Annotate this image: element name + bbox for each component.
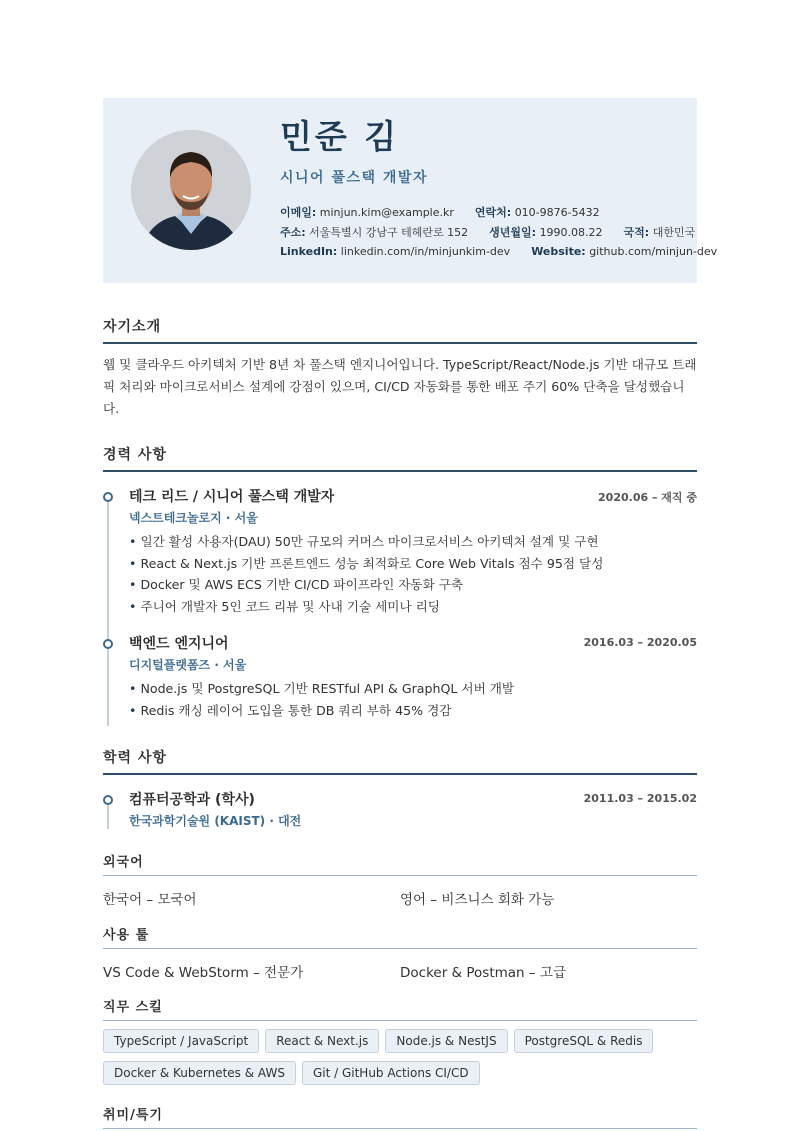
skill-chip: PostgreSQL & Redis (514, 1029, 654, 1053)
tools-list (103, 961, 697, 981)
bullet-item: • Redis 캐싱 레이어 도입을 통한 DB 쿼리 부하 45% 경감 (129, 700, 697, 722)
job-date: 2016.03 – 2020.05 (583, 636, 697, 649)
birth-label: 생년월일: (489, 226, 537, 239)
candidate-title: 시니어 풀스택 개발자 (280, 170, 428, 186)
intro-heading: 자기소개 (103, 316, 697, 344)
address-value: 서울특별시 강남구 테헤란로 152 (309, 226, 469, 239)
contact-line-1 (280, 204, 600, 220)
job-title: 백엔드 엔지니어 (129, 636, 229, 652)
education-section (103, 747, 697, 829)
languages-section (103, 851, 697, 908)
birth-value: 1990.08.22 (539, 226, 603, 239)
education-timeline (103, 789, 697, 829)
profile-header (103, 98, 718, 283)
email-value[interactable]: minjun.kim@example.kr (319, 206, 454, 219)
website-link[interactable]: github.com/minjun-dev (589, 245, 718, 258)
phone-value: 010-9876-5432 (514, 206, 600, 219)
skills-heading: 직무 스킬 (103, 996, 697, 1021)
skill-chip: TypeScript / JavaScript (103, 1029, 259, 1053)
phone-label: 연락처: (474, 206, 512, 219)
job-company: 넥스트테크놀로지 · 서울 (129, 511, 258, 525)
job-bullets (129, 678, 697, 721)
job-company: 디지털플랫폼즈 · 서울 (129, 658, 247, 672)
experience-entry (103, 486, 697, 617)
linkedin-label: LinkedIn: (280, 245, 338, 258)
bullet-item: • 일간 활성 사용자(DAU) 50만 규모의 커머스 마이크로서비스 아키텍처 설계 및 구현 (129, 531, 697, 553)
experience-heading: 경력 사항 (103, 444, 697, 472)
school-name: 한국과학기술원 (KAIST) · 대전 (129, 814, 302, 828)
job-title: 테크 리드 / 시니어 풀스택 개발자 (129, 489, 335, 505)
email-label: 이메일: (280, 206, 317, 219)
languages-list (103, 888, 697, 908)
contact-line-3 (280, 245, 717, 258)
timeline-dot (103, 639, 113, 649)
hobbies-section (103, 1104, 697, 1129)
language-item: 영어 – 비즈니스 회화 가능 (400, 892, 555, 908)
education-entry (103, 789, 697, 829)
language-item: 한국어 – 모국어 (103, 892, 197, 908)
linkedin-link[interactable]: linkedin.com/in/minjunkim-dev (340, 245, 511, 258)
bullet-item: • Node.js 및 PostgreSQL 기반 RESTful API & GraphQL 서버 개발 (129, 678, 697, 700)
languages-heading: 외국어 (103, 851, 697, 876)
bullet-item: • 주니어 개발자 5인 코드 리뷰 및 사내 기술 세미나 리딩 (129, 596, 697, 618)
education-date: 2011.03 – 2015.02 (583, 792, 697, 805)
skill-chip: Git / GitHub Actions CI/CD (302, 1061, 480, 1085)
skill-chip: Node.js & NestJS (385, 1029, 507, 1053)
hobbies-heading: 취미/특기 (103, 1104, 697, 1129)
skills-section (103, 996, 697, 1093)
contact-line-2 (280, 224, 695, 240)
nation-label: 국적: (623, 226, 650, 239)
timeline-dot (103, 492, 113, 502)
tool-item: Docker & Postman – 고급 (400, 965, 567, 981)
website-label: Website: (531, 245, 586, 258)
degree-title: 컴퓨터공학과 (학사) (129, 792, 255, 808)
tools-section (103, 924, 697, 981)
job-date: 2020.06 – 재직 중 (598, 491, 697, 504)
tool-item: VS Code & WebStorm – 전문가 (103, 965, 304, 981)
profile-photo (131, 130, 251, 250)
candidate-name: 민준 김 (280, 117, 400, 156)
experience-section (103, 444, 697, 721)
tools-heading: 사용 툴 (103, 924, 697, 949)
skill-chip: React & Next.js (265, 1029, 379, 1053)
education-heading: 학력 사항 (103, 747, 697, 775)
address-label: 주소: (280, 226, 306, 239)
experience-entry (103, 633, 697, 721)
intro-text: 웹 및 클라우드 아키텍처 기반 8년 차 풀스택 엔지니어입니다. TypeScript/React/Node.js 기반 대규모 트래픽 처리와 마이크로서비스 설계에 강점이 있으며, CI/CD 자동화를 통한 배포 주기 60% 단축을 달성했습니다. (103, 357, 697, 416)
skill-chip: Docker & Kubernetes & AWS (103, 1061, 296, 1085)
intro-section (103, 316, 697, 420)
job-bullets (129, 531, 697, 617)
timeline-dot (103, 795, 113, 805)
nation-value: 대한민국 (652, 226, 696, 239)
bullet-item: • Docker 및 AWS ECS 기반 CI/CD 파이프라인 자동화 구축 (129, 574, 697, 596)
skills-chips (103, 1029, 697, 1093)
resume-page (103, 98, 718, 1123)
experience-timeline (103, 486, 697, 721)
bullet-item: • React & Next.js 기반 프론트엔드 성능 최적화로 Core Web Vitals 점수 95점 달성 (129, 553, 697, 575)
